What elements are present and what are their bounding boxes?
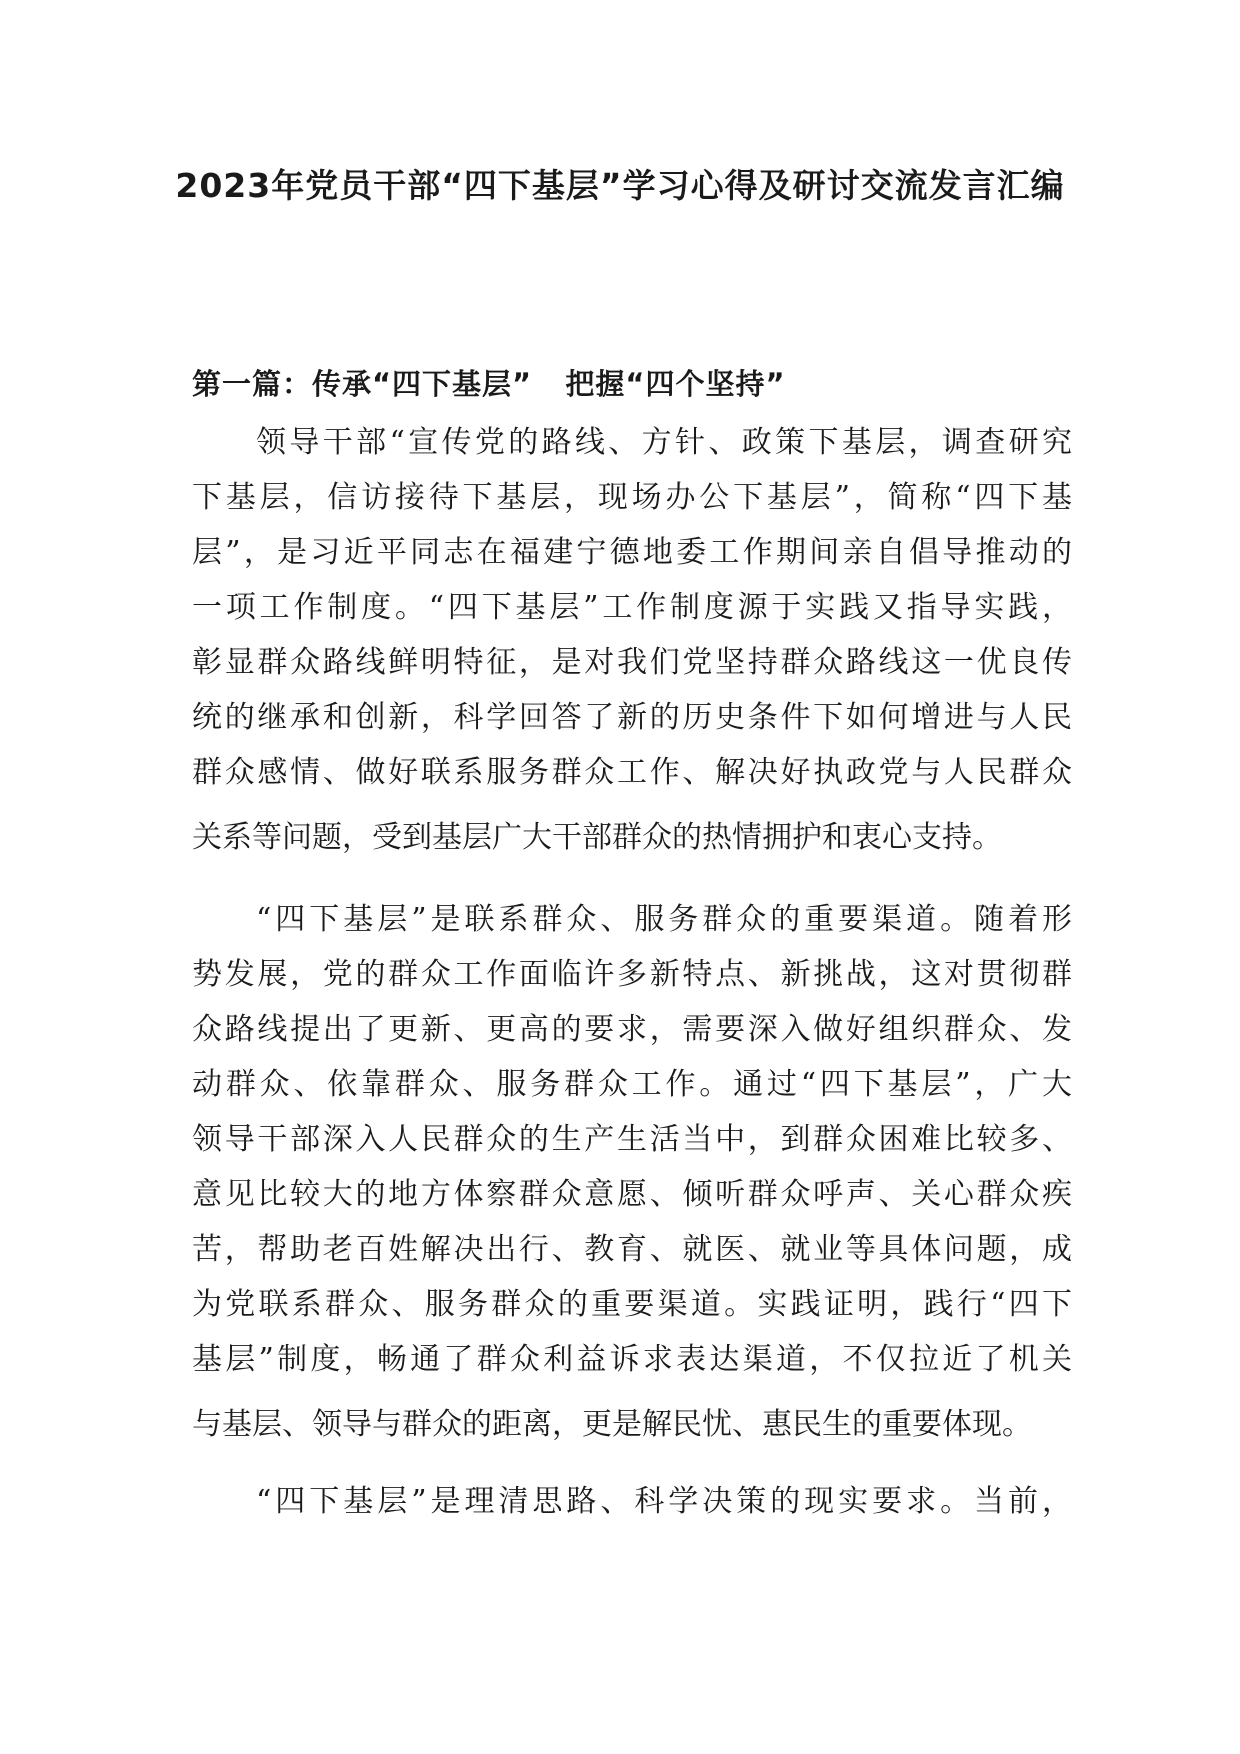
paragraph-line: 为党联系群众、服务群众的重要渠道。实践证明，践行“四下 (192, 1287, 1072, 1322)
paragraph-line: 众路线提出了更新、更高的要求，需要深入做好组织群众、发 (192, 1012, 1072, 1047)
paragraph-line: 动群众、依靠群众、服务群众工作。通过“四下基层”，广大 (192, 1067, 1072, 1102)
paragraph-line: 苦，帮助老百姓解决出行、教育、就医、就业等具体问题，成 (192, 1232, 1072, 1267)
paragraph-line: 基层”制度，畅通了群众利益诉求表达渠道，不仅拉近了机关 (192, 1342, 1072, 1377)
paragraph-line: 层”，是习近平同志在福建宁德地委工作期间亲自倡导推动的 (192, 535, 1072, 570)
paragraph-line: “四下基层”是理清思路、科学决策的现实要求。当前， (256, 1484, 1072, 1519)
paragraph-line: 下基层，信访接待下基层，现场办公下基层”，简称“四下基 (192, 480, 1072, 515)
paragraph-line: 统的继承和创新，科学回答了新的历史条件下如何增进与人民 (192, 700, 1072, 735)
paragraph-line: 一项工作制度。“四下基层”工作制度源于实践又指导实践， (192, 590, 1072, 625)
paragraph-line: 意见比较大的地方体察群众意愿、倾听群众呼声、关心群众疾 (192, 1177, 1072, 1212)
paragraph-line: 与基层、领导与群众的距离，更是解民忧、惠民生的重要体现。 (192, 1407, 1032, 1442)
paragraph-line: 领导干部“宣传党的路线、方针、政策下基层，调查研究 (256, 425, 1072, 460)
paragraph-line: “四下基层”是联系群众、服务群众的重要渠道。随着形 (256, 902, 1072, 937)
paragraph-line: 群众感情、做好联系服务群众工作、解决好执政党与人民群众 (192, 755, 1072, 790)
paragraph-line: 彰显群众路线鲜明特征，是对我们党坚持群众路线这一优良传 (192, 645, 1072, 680)
document-title: 2023年党员干部“四下基层”学习心得及研讨交流发言汇编 (175, 166, 1065, 205)
paragraph-line: 势发展，党的群众工作面临许多新特点、新挑战，这对贯彻群 (192, 957, 1072, 992)
section-heading: 第一篇：传承“四下基层” 把握“四个坚持” (192, 367, 786, 401)
paragraph-line: 领导干部深入人民群众的生产生活当中，到群众困难比较多、 (192, 1122, 1072, 1157)
paragraph-line: 关系等问题，受到基层广大干部群众的热情拥护和衷心支持。 (192, 820, 1002, 855)
